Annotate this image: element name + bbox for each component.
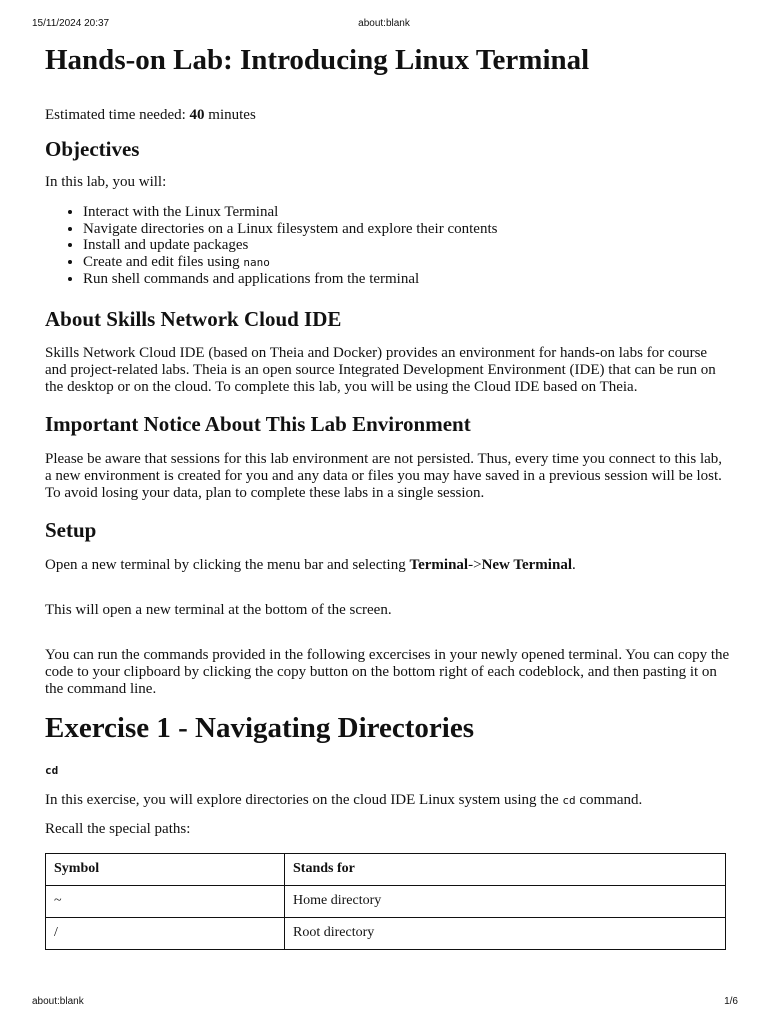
table-cell: ~ xyxy=(46,885,285,917)
list-item: • Install and update packages xyxy=(83,237,730,254)
exercise-1-intro: In this exercise, you will explore directories on the cloud IDE Linux system using the cd command. xyxy=(45,791,643,808)
about-ide-heading: About Skills Network Cloud IDE xyxy=(45,306,342,331)
setup-paragraph-2: This will open a new terminal at the bottom of the screen. xyxy=(45,601,392,618)
list-item: • Interact with the Linux Terminal xyxy=(83,204,730,221)
print-header xyxy=(0,18,768,32)
inline-code: nano xyxy=(243,255,270,269)
objectives-intro: In this lab, you will: xyxy=(45,174,167,190)
objectives-heading: Objectives xyxy=(45,137,140,161)
exercise-1-code-label xyxy=(45,762,730,779)
table-row xyxy=(46,917,726,949)
exercise-1-recall: Recall the special paths: xyxy=(45,820,191,837)
notice-body: Please be aware that sessions for this lab environment are not persisted. Thus, every time you connect to this lab, a new environment is created for you and any data or files you may have saved in a previous session will be lost. To avoid losing your data, plan to complete these labs in a single session. xyxy=(45,450,723,501)
document-content xyxy=(45,38,730,950)
print-footer xyxy=(0,996,768,1010)
print-datetime: 15/11/2024 20:37 xyxy=(32,18,110,29)
page-title: Hands-on Lab: Introducing Linux Terminal xyxy=(45,44,590,76)
table-header-cell: Symbol xyxy=(46,853,285,885)
print-url: about:blank xyxy=(358,18,410,29)
estimated-time: Estimated time needed: 40 minutes xyxy=(45,107,256,123)
list-item: • Navigate directories on a Linux filesystem and explore their contents xyxy=(83,221,730,238)
objectives-list xyxy=(45,204,730,288)
inline-code: cd xyxy=(562,793,576,807)
list-item: • Run shell commands and applications from the terminal xyxy=(83,271,730,288)
notice-heading: Important Notice About This Lab Environment xyxy=(45,411,471,436)
about-ide-body: Skills Network Cloud IDE (based on Theia and Docker) provides an environment for hands-on labs for course and project-related labs. Theia is an open source Integrated Development Environment (IDE) that can be run on the desktop or on the cloud. To complete this lab, you will be using the Cloud IDE based on Theia. xyxy=(45,344,716,395)
table-row xyxy=(46,885,726,917)
special-paths-table xyxy=(45,853,726,950)
setup-paragraph-3: You can run the commands provided in the following excercises in your newly opened terminal. You can copy the code to your clipboard by clicking the copy button on the bottom right of each codeblock, and then pasting it on the command line. xyxy=(45,646,730,697)
setup-heading: Setup xyxy=(45,517,97,542)
exercise-1-heading: Exercise 1 - Navigating Directories xyxy=(45,711,474,744)
list-item: • Create and edit files using nano xyxy=(83,254,730,272)
estimated-time-value: 40 xyxy=(189,107,205,123)
setup-paragraph-1: Open a new terminal by clicking the menu bar and selecting Terminal->New Terminal. xyxy=(45,556,576,573)
table-cell: Home directory xyxy=(285,885,726,917)
inline-code: cd xyxy=(45,763,59,777)
footer-url: about:blank xyxy=(32,996,84,1007)
table-header-cell: Stands for xyxy=(285,853,726,885)
page-number: 1/6 xyxy=(724,996,738,1007)
table-cell: / xyxy=(46,917,285,949)
table-header-row xyxy=(46,853,726,885)
table-cell: Root directory xyxy=(285,917,726,949)
